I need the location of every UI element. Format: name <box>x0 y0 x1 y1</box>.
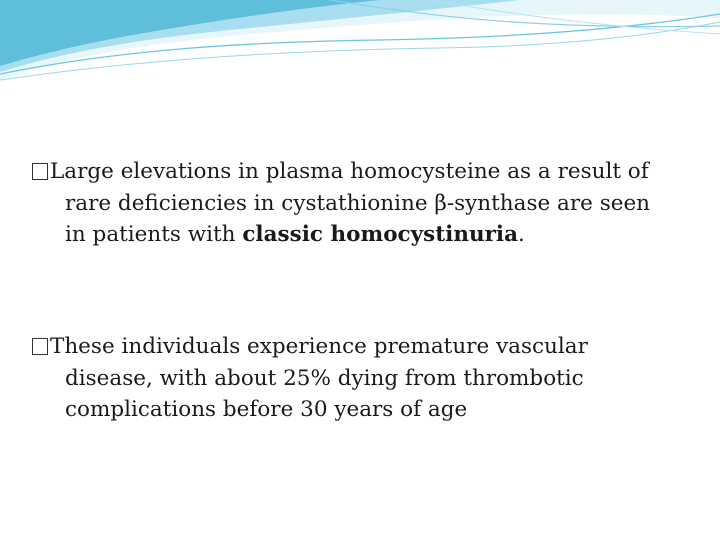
bullet-2-text-1: These individuals experience premature vascular <box>50 334 588 359</box>
bullet-box-icon <box>32 163 48 180</box>
bullet-1-text-1: Large elevations in plasma homocysteine as a result of <box>50 159 649 184</box>
bullet-1 <box>32 156 692 251</box>
bullet-1-text-3-suffix: . <box>518 222 525 247</box>
bullet-2-line-2 <box>32 363 692 395</box>
bullet-2-line-1 <box>32 331 692 363</box>
bullet-box-icon <box>32 338 48 355</box>
bullet-1-text-2: rare deficiencies in cystathionine β-synthase are seen <box>65 190 651 216</box>
bullet-1-emphasis: classic homocystinuria <box>242 222 519 247</box>
header-wave-decoration <box>0 0 720 110</box>
bullet-1-line-2 <box>32 188 692 220</box>
bullet-1-line-1 <box>32 156 692 188</box>
bullet-2-text-2: disease, with about 25% dying from thrombotic <box>65 365 584 391</box>
bullet-1-text-3-prefix: in patients with <box>65 222 243 247</box>
bullet-2 <box>32 331 692 426</box>
bullet-1-line-3 <box>32 219 692 251</box>
bullet-2-text-3: complications before 30 years of age <box>65 397 468 422</box>
bullet-2-line-3 <box>32 394 692 426</box>
